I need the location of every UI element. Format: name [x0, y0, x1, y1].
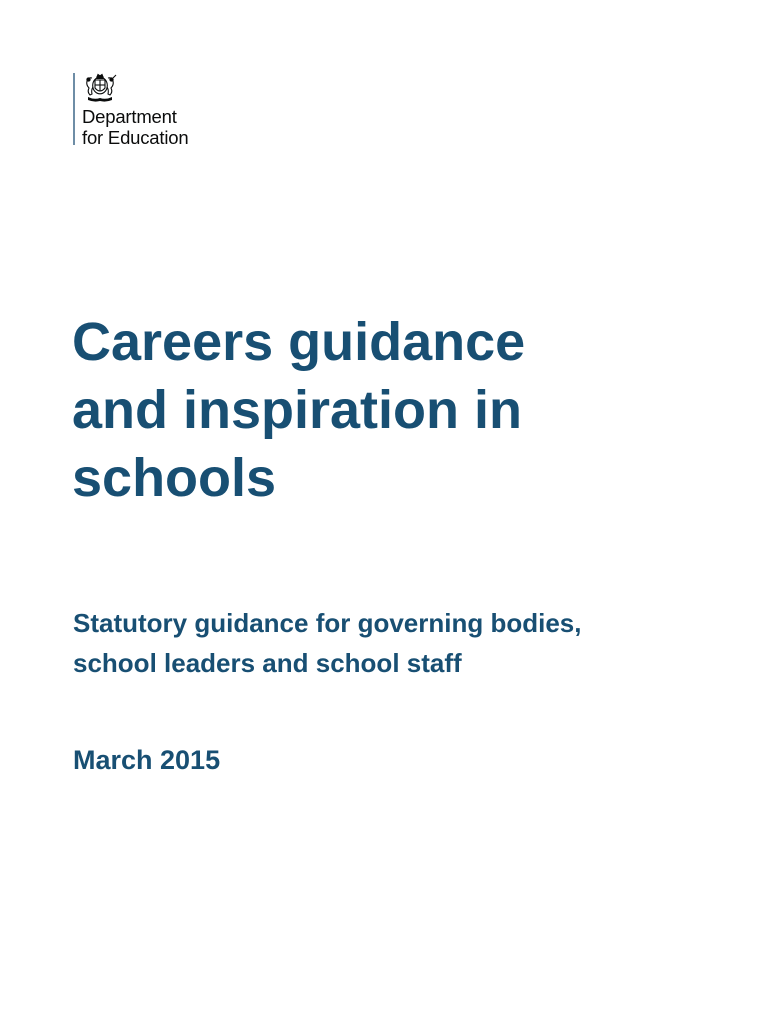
department-name [82, 106, 188, 148]
publication-date: March 2015 [73, 745, 221, 775]
department-name-line-2: for Education [82, 127, 189, 148]
document-title-line-3: schools [72, 448, 277, 508]
document-title-line-1: Careers guidance [72, 312, 526, 372]
document-title [72, 308, 712, 512]
document-subtitle-line-1: Statutory guidance for governing bodies, [73, 608, 582, 638]
document-subtitle [73, 603, 733, 683]
logo-divider [73, 73, 75, 145]
department-name-line-1: Department [82, 106, 177, 127]
royal-coat-of-arms-icon [82, 73, 118, 103]
document-title-line-2: and inspiration in [72, 380, 523, 440]
document-subtitle-line-2: school leaders and school staff [73, 648, 462, 678]
